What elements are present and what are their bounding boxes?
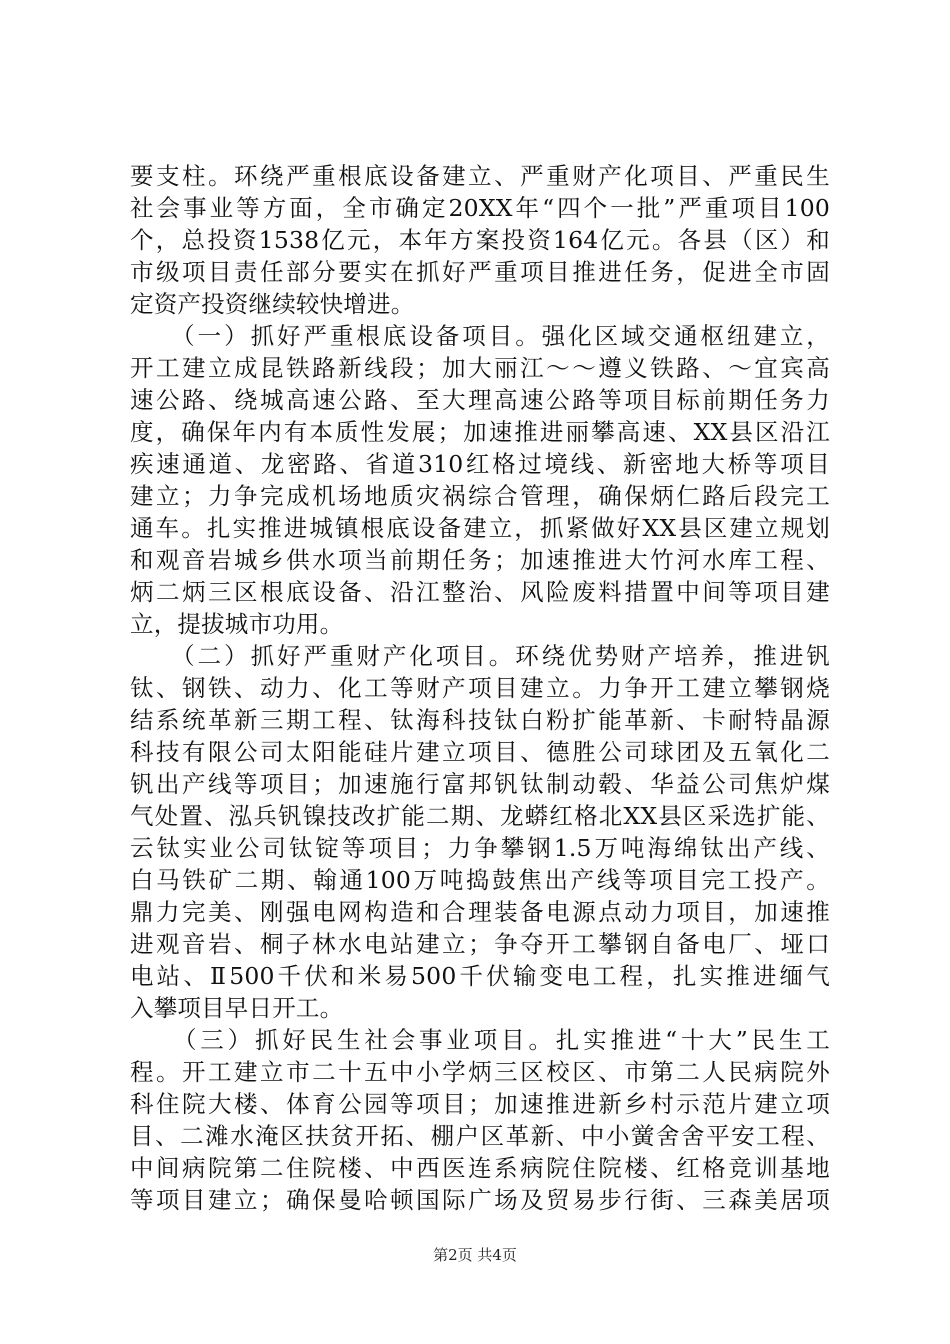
text-line: 建立；力争完成机场地质灾祸综合管理，确保炳仁路后段完工 [130, 482, 830, 510]
text-line: 和观音岩城乡供水项当前期任务；加速推进大竹河水库工程、 [130, 546, 830, 574]
text-line: 速公路、绕城高速公路、至大理高速公路等项目标前期任务力 [130, 386, 830, 414]
text-line: 社会事业等方面，全市确定20XX年“四个一批”严重项目100 [130, 194, 830, 222]
text-line: 程。开工建立市二十五中小学炳三区校区、市第二人民病院外 [130, 1058, 830, 1086]
text-line: 个，总投资1538亿元，本年方案投资164亿元。各县（区）和 [130, 226, 830, 254]
text-line: 等项目建立；确保曼哈顿国际广场及贸易步行街、三森美居项 [130, 1186, 830, 1214]
text-line: 电站、Ⅱ500千伏和米易500千伏输变电工程，扎实推进缅气 [130, 962, 830, 990]
text-line: 市级项目责任部分要实在抓好严重项目推进任务，促进全市固 [130, 258, 830, 286]
text-line: 进观音岩、桐子林水电站建立；争夺开工攀钢自备电厂、垭口 [130, 930, 830, 958]
text-line: （三）抓好民生社会事业项目。扎实推进“十大”民生工 [130, 1026, 830, 1054]
text-line: 炳二炳三区根底设备、沿江整治、风险废料措置中间等项目建 [130, 578, 830, 606]
text-line: 立，提拔城市功用。 [130, 610, 344, 638]
text-line: 度，确保年内有本质性发展；加速推进丽攀高速、XX县区沿江 [130, 418, 830, 446]
text-line: （一）抓好严重根底设备项目。强化区域交通枢纽建立， [130, 322, 830, 350]
text-line: 结系统革新三期工程、钛海科技钛白粉扩能革新、卡耐特晶源 [130, 706, 830, 734]
text-line: 气处置、泓兵钒镍技改扩能二期、龙蟒红格北XX县区采选扩能、 [130, 802, 830, 830]
text-line: 科技有限公司太阳能硅片建立项目、德胜公司球团及五氧化二 [130, 738, 830, 766]
text-line: 科住院大楼、体育公园等项目；加速推进新乡村示范片建立项 [130, 1090, 830, 1118]
text-line: 白马铁矿二期、翰通100万吨捣鼓焦出产线等项目完工投产。 [130, 866, 830, 894]
text-line: 云钛实业公司钛锭等项目；力争攀钢1.5万吨海绵钛出产线、 [130, 834, 830, 862]
body-text [130, 160, 830, 1216]
text-line: 钒出产线等项目；加速施行富邦钒钛制动毂、华益公司焦炉煤 [130, 770, 830, 798]
text-line: 入攀项目早日开工。 [130, 994, 344, 1022]
page-number-footer: 第2页 共4页 [433, 1246, 517, 1264]
text-line: 通车。扎实推进城镇根底设备建立，抓紧做好XX县区建立规划 [130, 514, 830, 542]
text-line: 疾速通道、龙密路、省道310红格过境线、新密地大桥等项目 [130, 450, 830, 478]
text-line: 定资产投资继续较快增进。 [130, 290, 415, 318]
text-line: 中间病院第二住院楼、中西医连系病院住院楼、红格竞训基地 [130, 1154, 830, 1182]
text-line: （二）抓好严重财产化项目。环绕优势财产培养，推进钒 [130, 642, 830, 670]
text-line: 开工建立成昆铁路新线段；加大丽江～～遵义铁路、～宜宾高 [130, 354, 830, 382]
text-line: 鼎力完美、刚强电网构造和合理装备电源点动力项目，加速推 [130, 898, 830, 926]
text-line: 目、二滩水淹区扶贫开拓、棚户区革新、中小黉舍舍平安工程、 [130, 1122, 830, 1150]
text-line: 钛、钢铁、动力、化工等财产项目建立。力争开工建立攀钢烧 [130, 674, 830, 702]
text-line: 要支柱。环绕严重根底设备建立、严重财产化项目、严重民生 [130, 162, 830, 190]
